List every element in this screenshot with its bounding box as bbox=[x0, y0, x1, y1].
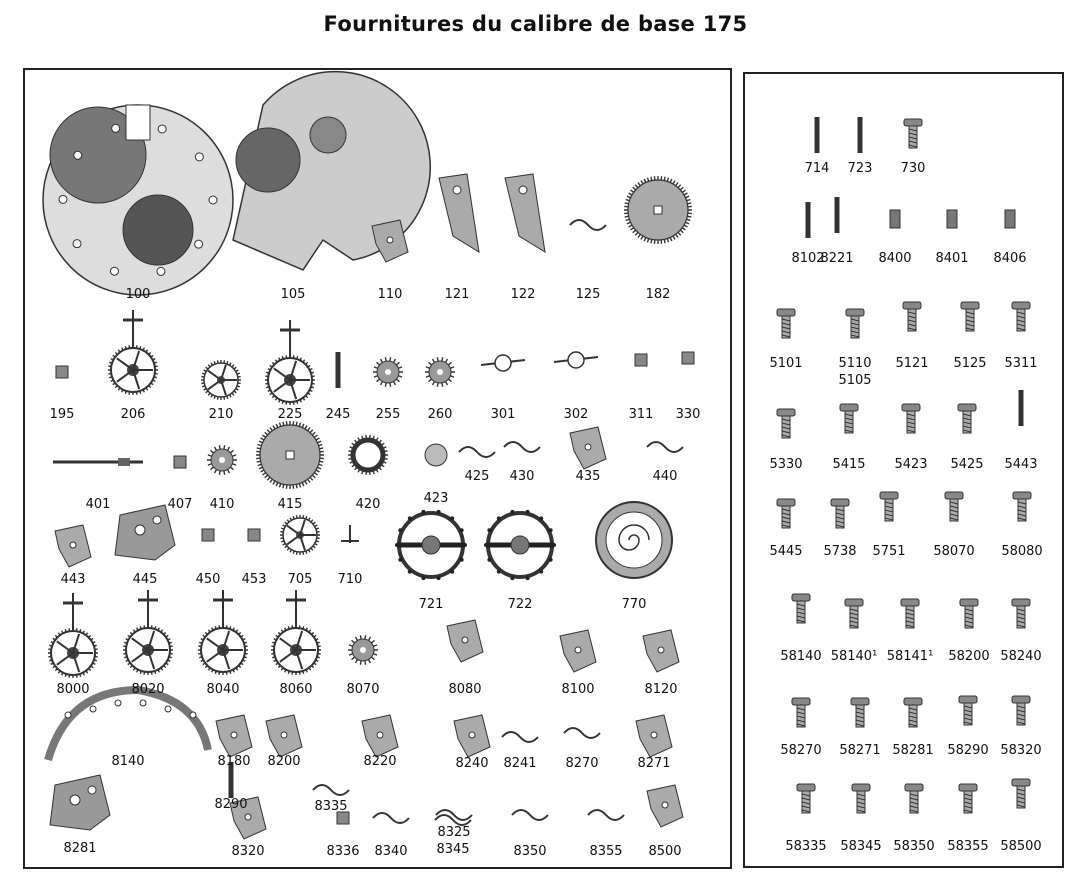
part-number-label: 58240 bbox=[1000, 649, 1042, 664]
left-part-407-figure bbox=[174, 456, 186, 468]
right-part-8400-figure bbox=[890, 210, 900, 228]
part-number-label: 58271 bbox=[839, 743, 881, 758]
left-part-453-figure bbox=[248, 529, 260, 541]
part-number-label: 721 bbox=[418, 597, 444, 612]
left-part-195-figure bbox=[56, 366, 68, 378]
part-number-label: 58141¹ bbox=[886, 649, 934, 664]
part-number-label: 8200 bbox=[267, 754, 301, 769]
left-part-8120-figure bbox=[643, 630, 679, 672]
part-number-label: 5121 bbox=[895, 356, 929, 371]
right-part-5311-figure bbox=[1012, 302, 1030, 331]
left-part-450-figure bbox=[202, 529, 214, 541]
part-number-label: 8290 bbox=[214, 797, 248, 812]
part-number-label: 8400 bbox=[878, 251, 912, 266]
part-number-label: 8281 bbox=[63, 841, 97, 856]
page-title: Fournitures du calibre de base 175 bbox=[323, 12, 748, 36]
left-part-8270-figure bbox=[564, 728, 600, 738]
left-part-225-figure bbox=[265, 320, 315, 405]
part-number-label: 410 bbox=[209, 497, 235, 512]
left-part-710-figure bbox=[341, 525, 359, 543]
left-part-420-figure bbox=[348, 435, 388, 475]
part-number-label: 302 bbox=[563, 407, 589, 422]
right-part-58200-figure bbox=[960, 599, 978, 628]
part-number-label: 8406 bbox=[993, 251, 1027, 266]
part-number-label: 8241 bbox=[503, 756, 537, 771]
part-number-label: 301 bbox=[490, 407, 516, 422]
part-number-label: 110 bbox=[377, 287, 403, 302]
part-number-label: 8040 bbox=[206, 682, 240, 697]
right-part-8401-figure bbox=[947, 210, 957, 228]
left-part-255-figure bbox=[373, 357, 403, 387]
right-part-58270-figure bbox=[792, 698, 810, 727]
right-part-730-figure bbox=[904, 119, 922, 148]
right-part-58350-figure bbox=[905, 784, 923, 813]
left-part-125-figure bbox=[570, 220, 606, 230]
part-number-label: 5445 bbox=[769, 544, 803, 559]
part-number-label: 5110 bbox=[838, 356, 872, 371]
part-number-label: 245 bbox=[325, 407, 351, 422]
right-part-5738-figure bbox=[831, 499, 849, 528]
left-part-721-figure bbox=[395, 510, 467, 580]
part-number-label: 58350 bbox=[893, 839, 935, 854]
right-part-5751-figure bbox=[880, 492, 898, 521]
part-number-label: 425 bbox=[464, 469, 490, 484]
left-part-8500-figure bbox=[647, 785, 683, 827]
part-number-label: 8270 bbox=[565, 756, 599, 771]
right-part-58345-figure bbox=[852, 784, 870, 813]
left-part-445-figure bbox=[115, 505, 175, 560]
part-number-label: 5330 bbox=[769, 457, 803, 472]
left-part-311-figure bbox=[635, 354, 647, 366]
part-number-label: 440 bbox=[652, 469, 678, 484]
left-part-443-figure bbox=[55, 525, 91, 567]
part-number-label: 453 bbox=[241, 572, 267, 587]
right-part-5125-figure bbox=[961, 302, 979, 331]
right-part-58290-figure bbox=[959, 696, 977, 725]
right-part-58140-figure bbox=[792, 594, 810, 623]
part-number-label: 255 bbox=[375, 407, 401, 422]
part-number-label: 8100 bbox=[561, 682, 595, 697]
part-number-label: 8221 bbox=[820, 251, 854, 266]
part-number-label: 401 bbox=[85, 497, 111, 512]
part-number-label: 8120 bbox=[644, 682, 678, 697]
part-number-label: 8271 bbox=[637, 756, 671, 771]
part-number-label: 58200 bbox=[948, 649, 990, 664]
left-part-8060-figure bbox=[271, 590, 321, 675]
part-number-label: 770 bbox=[621, 597, 647, 612]
part-number-label: 8345 bbox=[436, 842, 470, 857]
part-number-label: 206 bbox=[120, 407, 146, 422]
left-part-8080-figure bbox=[447, 620, 483, 662]
right-part-8406-figure bbox=[1005, 210, 1015, 228]
part-number-label: 443 bbox=[60, 572, 86, 587]
part-number-label: 122 bbox=[510, 287, 536, 302]
right-part-58355-figure bbox=[959, 784, 977, 813]
part-number-label: 423 bbox=[423, 491, 449, 506]
left-part-425-figure bbox=[459, 447, 495, 457]
part-number-label: 722 bbox=[507, 597, 533, 612]
left-part-8355-figure bbox=[588, 810, 624, 820]
left-part-722-figure bbox=[484, 510, 556, 580]
part-number-label: 5738 bbox=[823, 544, 857, 559]
right-part-5330-figure bbox=[777, 409, 795, 438]
left-part-260-figure bbox=[425, 357, 455, 387]
left-part-210-figure bbox=[201, 360, 241, 400]
right-part-5415-figure bbox=[840, 404, 858, 433]
part-number-label: 8355 bbox=[589, 844, 623, 859]
right-part-58271-figure bbox=[851, 698, 869, 727]
part-number-label: 100 bbox=[125, 287, 151, 302]
part-number-label: 407 bbox=[167, 497, 193, 512]
part-number-label: 5423 bbox=[894, 457, 928, 472]
part-number-label: 58500 bbox=[1000, 839, 1042, 854]
part-number-label: 5415 bbox=[832, 457, 866, 472]
right-part-5445-figure bbox=[777, 499, 795, 528]
part-number-label: 58270 bbox=[780, 743, 822, 758]
left-part-435-figure bbox=[570, 427, 606, 469]
part-number-label: 195 bbox=[49, 407, 75, 422]
part-number-label: 260 bbox=[427, 407, 453, 422]
right-part-58240-figure bbox=[1012, 599, 1030, 628]
right-part-58281-figure bbox=[904, 698, 922, 727]
right-part-5121-figure bbox=[903, 302, 921, 331]
part-number-label: 58320 bbox=[1000, 743, 1042, 758]
left-part-440-figure bbox=[647, 442, 683, 452]
part-number-label: 445 bbox=[132, 572, 158, 587]
part-number-label: 5425 bbox=[950, 457, 984, 472]
left-part-401-figure bbox=[53, 458, 143, 466]
part-number-label: 8240 bbox=[455, 756, 489, 771]
left-part-8140-figure bbox=[48, 690, 208, 760]
part-number-label: 125 bbox=[575, 287, 601, 302]
part-number-label: 730 bbox=[900, 161, 926, 176]
part-number-label: 58355 bbox=[947, 839, 989, 854]
left-part-330-figure bbox=[682, 352, 694, 364]
right-part-58141-figure bbox=[901, 599, 919, 628]
part-number-label: 8336 bbox=[326, 844, 360, 859]
part-number-label: 8000 bbox=[56, 682, 90, 697]
left-part-8240-figure bbox=[454, 715, 490, 757]
part-number-label: 121 bbox=[444, 287, 470, 302]
part-number-label: 210 bbox=[208, 407, 234, 422]
left-part-8180-figure bbox=[216, 715, 252, 757]
left-part-415-figure bbox=[256, 421, 324, 489]
part-number-label: 8080 bbox=[448, 682, 482, 697]
part-number-label: 8020 bbox=[131, 682, 165, 697]
right-part-5110-figure bbox=[846, 309, 864, 338]
part-number-label: 723 bbox=[847, 161, 873, 176]
left-part-430-figure bbox=[504, 442, 540, 452]
left-part-8200-figure bbox=[266, 715, 302, 757]
part-number-label: 8340 bbox=[374, 844, 408, 859]
part-number-label: 8325 bbox=[437, 825, 471, 840]
part-number-label: 8320 bbox=[231, 844, 265, 859]
part-number-label: 8500 bbox=[648, 844, 682, 859]
part-number-label: 58290 bbox=[947, 743, 989, 758]
left-part-8000-figure bbox=[48, 593, 98, 678]
right-part-5425-figure bbox=[958, 404, 976, 433]
left-part-206-figure bbox=[108, 310, 158, 395]
left-part-121-figure bbox=[439, 174, 479, 252]
part-number-label: 450 bbox=[195, 572, 221, 587]
part-number-label: 714 bbox=[804, 161, 830, 176]
part-number-label: 415 bbox=[277, 497, 303, 512]
right-part-5423-figure bbox=[902, 404, 920, 433]
right-part-58140-figure bbox=[845, 599, 863, 628]
right-part-58320-figure bbox=[1012, 696, 1030, 725]
right-part-58335-figure bbox=[797, 784, 815, 813]
part-number-label: 8220 bbox=[363, 754, 397, 769]
left-part-8271-figure bbox=[636, 715, 672, 757]
left-part-410-figure bbox=[207, 445, 237, 475]
part-number-label: 8060 bbox=[279, 682, 313, 697]
part-number-label: 5125 bbox=[953, 356, 987, 371]
part-number-label: 8335 bbox=[314, 799, 348, 814]
part-number-label: 5443 bbox=[1004, 457, 1038, 472]
part-number-label: 5105 bbox=[838, 373, 872, 388]
part-number-label: 58335 bbox=[785, 839, 827, 854]
left-part-423-figure bbox=[425, 444, 447, 466]
left-part-122-figure bbox=[505, 174, 545, 252]
left-part-302-figure bbox=[554, 352, 598, 368]
part-number-label: 420 bbox=[355, 497, 381, 512]
part-number-label: 58070 bbox=[933, 544, 975, 559]
right-part-58080-figure bbox=[1013, 492, 1031, 521]
left-part-8241-figure bbox=[502, 732, 538, 742]
part-number-label: 435 bbox=[575, 469, 601, 484]
part-number-label: 58345 bbox=[840, 839, 882, 854]
part-number-label: 58140 bbox=[780, 649, 822, 664]
right-part-58500-figure bbox=[1012, 779, 1030, 808]
part-number-label: 8350 bbox=[513, 844, 547, 859]
left-part-8340-figure bbox=[373, 813, 409, 823]
right-part-5101-figure bbox=[777, 309, 795, 338]
left-part-182-figure bbox=[624, 176, 692, 244]
left-part-8350-figure bbox=[512, 810, 548, 820]
part-number-label: 58140¹ bbox=[830, 649, 878, 664]
part-number-label: 58281 bbox=[892, 743, 934, 758]
part-number-label: 5101 bbox=[769, 356, 803, 371]
left-part-8040-figure bbox=[198, 590, 248, 675]
part-number-label: 182 bbox=[645, 287, 671, 302]
part-number-label: 705 bbox=[287, 572, 313, 587]
part-number-label: 5311 bbox=[1004, 356, 1038, 371]
part-number-label: 58080 bbox=[1001, 544, 1043, 559]
part-number-label: 8070 bbox=[346, 682, 380, 697]
left-part-100-figure bbox=[43, 105, 233, 295]
left-part-8100-figure bbox=[560, 630, 596, 672]
part-number-label: 8102 bbox=[791, 251, 825, 266]
part-number-label: 8180 bbox=[217, 754, 251, 769]
left-part-770-figure bbox=[596, 502, 672, 578]
left-part-8020-figure bbox=[123, 590, 173, 675]
left-part-8335-figure bbox=[313, 785, 349, 795]
part-number-label: 8401 bbox=[935, 251, 969, 266]
part-number-label: 311 bbox=[628, 407, 654, 422]
part-number-label: 105 bbox=[280, 287, 306, 302]
part-number-label: 710 bbox=[337, 572, 363, 587]
part-number-label: 430 bbox=[509, 469, 535, 484]
part-number-label: 330 bbox=[675, 407, 701, 422]
part-number-label: 5751 bbox=[872, 544, 906, 559]
part-number-label: 8140 bbox=[111, 754, 145, 769]
left-part-8070-figure bbox=[348, 635, 378, 665]
part-number-label: 225 bbox=[277, 407, 303, 422]
right-part-58070-figure bbox=[945, 492, 963, 521]
left-part-8220-figure bbox=[362, 715, 398, 757]
left-part-301-figure bbox=[481, 355, 525, 371]
left-part-8281-figure bbox=[50, 775, 110, 830]
left-part-705-figure bbox=[280, 515, 320, 555]
